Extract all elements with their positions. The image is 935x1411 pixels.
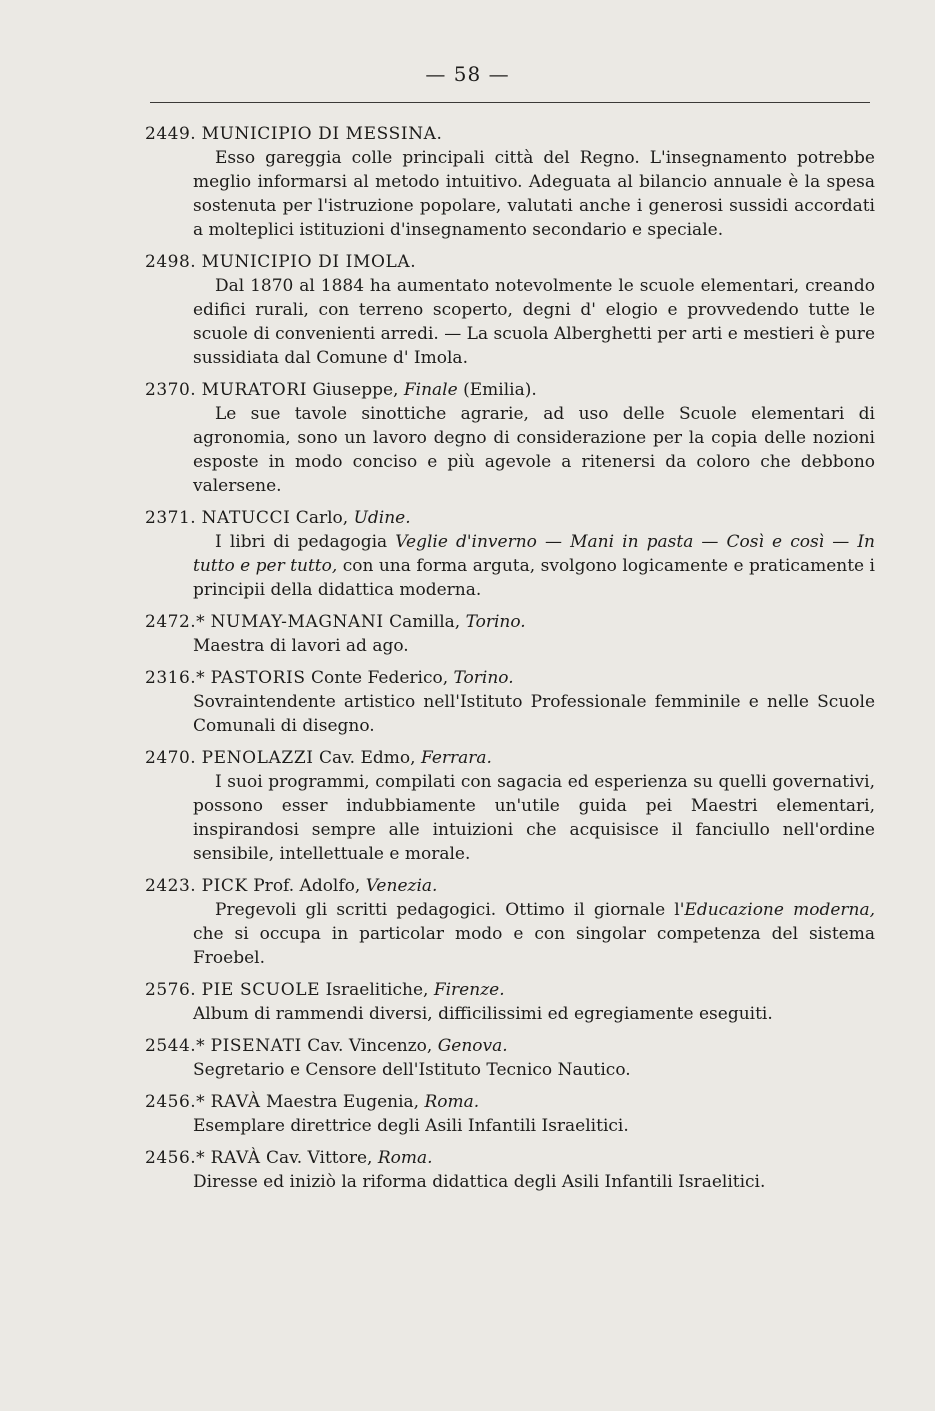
entry-title: Cav. Vittore, [260,1148,378,1168]
catalog-entries [145,122,875,1202]
entry-number: 2472.* [145,612,206,632]
italic-title: Veglie d'inverno — Mani in pasta — Così e così — In tutto e per tutto, [193,532,875,576]
entry-heading [145,1034,875,1058]
entry-title: Carlo, [290,508,354,528]
entry-text: Dal 1870 al 1884 ha aumentato notevolmente le scuole elementari, creando edifici rurali, con terreno scoperto, degni d' elogio e provvedendo tutte le scuole di convenienti arredi. — La scuola Alberghetti per arti e mestieri è pure sussidiata dal Comune d' Imola. [193,276,875,368]
entry-heading [145,874,875,898]
entry-number: 2576. [145,980,197,1000]
entry-name: RAVÀ [210,1092,261,1112]
entry-region: (Emilia). [457,380,537,400]
entry-title: Prof. Adolfo, [247,876,366,896]
entry-name: NATUCCI [201,508,291,528]
entry-description [193,274,875,370]
entry-heading [145,666,875,690]
entry-text: Album di rammendi diversi, difficilissimi ed egregiamente eseguiti. [193,1004,773,1024]
catalog-entry [145,250,875,370]
entry-place: Torino. [453,668,514,688]
catalog-entry [145,978,875,1026]
entry-number: 2544.* [145,1036,206,1056]
entry-place: Firenze. [433,980,505,1000]
entry-description [193,1058,875,1082]
entry-text: Le sue tavole sinottiche agrarie, ad uso delle Scuole elementari di agronomia, sono un lavoro degno di considerazione per la copia delle nozioni esposte in modo conciso e più agevole a ritenersi da coloro che debbono valersene. [193,404,875,496]
catalog-entry [145,506,875,602]
entry-description [193,690,875,738]
italic-title: Educazione moderna, [684,900,876,920]
entry-place: Udine. [353,508,411,528]
entry-text: Maestra di lavori ad ago. [193,636,409,656]
entry-place: Ferrara. [420,748,492,768]
entry-text: Sovraintendente artistico nell'Istituto Professionale femminile e nelle Scuole Comunali di disegno. [193,692,875,736]
entry-heading [145,610,875,634]
entry-number: 2316.* [145,668,206,688]
entry-place: Venezia. [365,876,438,896]
entry-title: Conte Federico, [305,668,454,688]
entry-title: Cav. Edmo, [313,748,421,768]
header-rule [150,102,870,103]
entry-title: Maestra Eugenia, [260,1092,425,1112]
entry-description [193,634,875,658]
entry-title: Cav. Vincenzo, [301,1036,438,1056]
catalog-entry [145,874,875,970]
entry-text: I suoi programmi, compilati con sagacia ed esperienza su quelli governativi, possono esser indubbiamente un'utile guida pei Maestri elementari, inspirandosi sempre alle intuizioni che acquisisce il fanciullo nell'ordine sensibile, intellettuale e morale. [193,772,875,864]
entry-text: Esso gareggia colle principali città del Regno. L'insegnamento potrebbe meglio informarsi al metodo intuitivo. Adeguata al bilancio annuale è la spesa sostenuta per l'istruzione popolare, valutati anche i generosi sussidi accordati a molteplici istituzioni d'insegnamento secondario e speciale. [193,148,875,240]
entry-heading [145,746,875,770]
entry-text: Diresse ed iniziò la riforma didattica degli Asili Infantili Israelitici. [193,1172,766,1192]
entry-number: 2423. [145,876,197,896]
entry-heading [145,122,875,146]
entry-heading [145,1090,875,1114]
entry-name: PISENATI [210,1036,302,1056]
entry-number: 2456.* [145,1148,206,1168]
entry-heading [145,378,875,402]
entry-text [193,530,875,602]
text-run: I libri di pedagogia [215,532,396,552]
entry-title: Israelitiche, [320,980,434,1000]
catalog-entry [145,610,875,658]
entry-name: PASTORIS [210,668,306,688]
entry-text: Esemplare direttrice degli Asili Infantili Israelitici. [193,1116,629,1136]
entry-name: RAVÀ [210,1148,261,1168]
entry-description [193,146,875,242]
entry-name: PICK [201,876,248,896]
entry-title: Camilla, [383,612,466,632]
catalog-entry [145,746,875,866]
catalog-entry [145,1146,875,1194]
entry-number: 2449. [145,124,197,144]
entry-description [193,770,875,866]
text-run: con una forma arguta, svolgono logicamente e praticamente i principii della didattica moderna. [193,556,875,600]
entry-place: Genova. [437,1036,508,1056]
entry-heading [145,250,875,274]
entry-name: MURATORI [201,380,308,400]
entry-number: 2370. [145,380,197,400]
page-number: — 58 — [425,62,510,86]
entry-description [193,402,875,498]
entry-place: Finale [403,380,458,400]
catalog-entry [145,1034,875,1082]
catalog-entry [145,122,875,242]
entry-number: 2498. [145,252,197,272]
entry-number: 2470. [145,748,197,768]
entry-name: MUNICIPIO DI IMOLA. [201,252,417,272]
entry-description [193,530,875,602]
entry-title: Giuseppe, [307,380,404,400]
text-run: Pregevoli gli scritti pedagogici. Ottimo il giornale l' [215,900,685,920]
entry-heading [145,506,875,530]
catalog-entry [145,378,875,498]
entry-name: PIE SCUOLE [201,980,321,1000]
entry-name: NUMAY-MAGNANI [210,612,384,632]
entry-heading [145,1146,875,1170]
entry-heading [145,978,875,1002]
entry-place: Roma. [424,1092,480,1112]
catalog-entry [145,666,875,738]
entry-text: Segretario e Censore dell'Istituto Tecnico Nautico. [193,1060,631,1080]
entry-description [193,1170,875,1194]
entry-name: MUNICIPIO DI MESSINA. [201,124,443,144]
catalog-entry [145,1090,875,1138]
entry-description [193,898,875,970]
entry-number: 2456.* [145,1092,206,1112]
entry-number: 2371. [145,508,197,528]
entry-text [193,898,875,970]
entry-place: Roma. [377,1148,433,1168]
entry-name: PENOLAZZI [201,748,314,768]
entry-place: Torino. [465,612,526,632]
text-run: che si occupa in particolar modo e con singolar competenza del sistema Froebel. [193,924,875,968]
entry-description [193,1114,875,1138]
entry-description [193,1002,875,1026]
